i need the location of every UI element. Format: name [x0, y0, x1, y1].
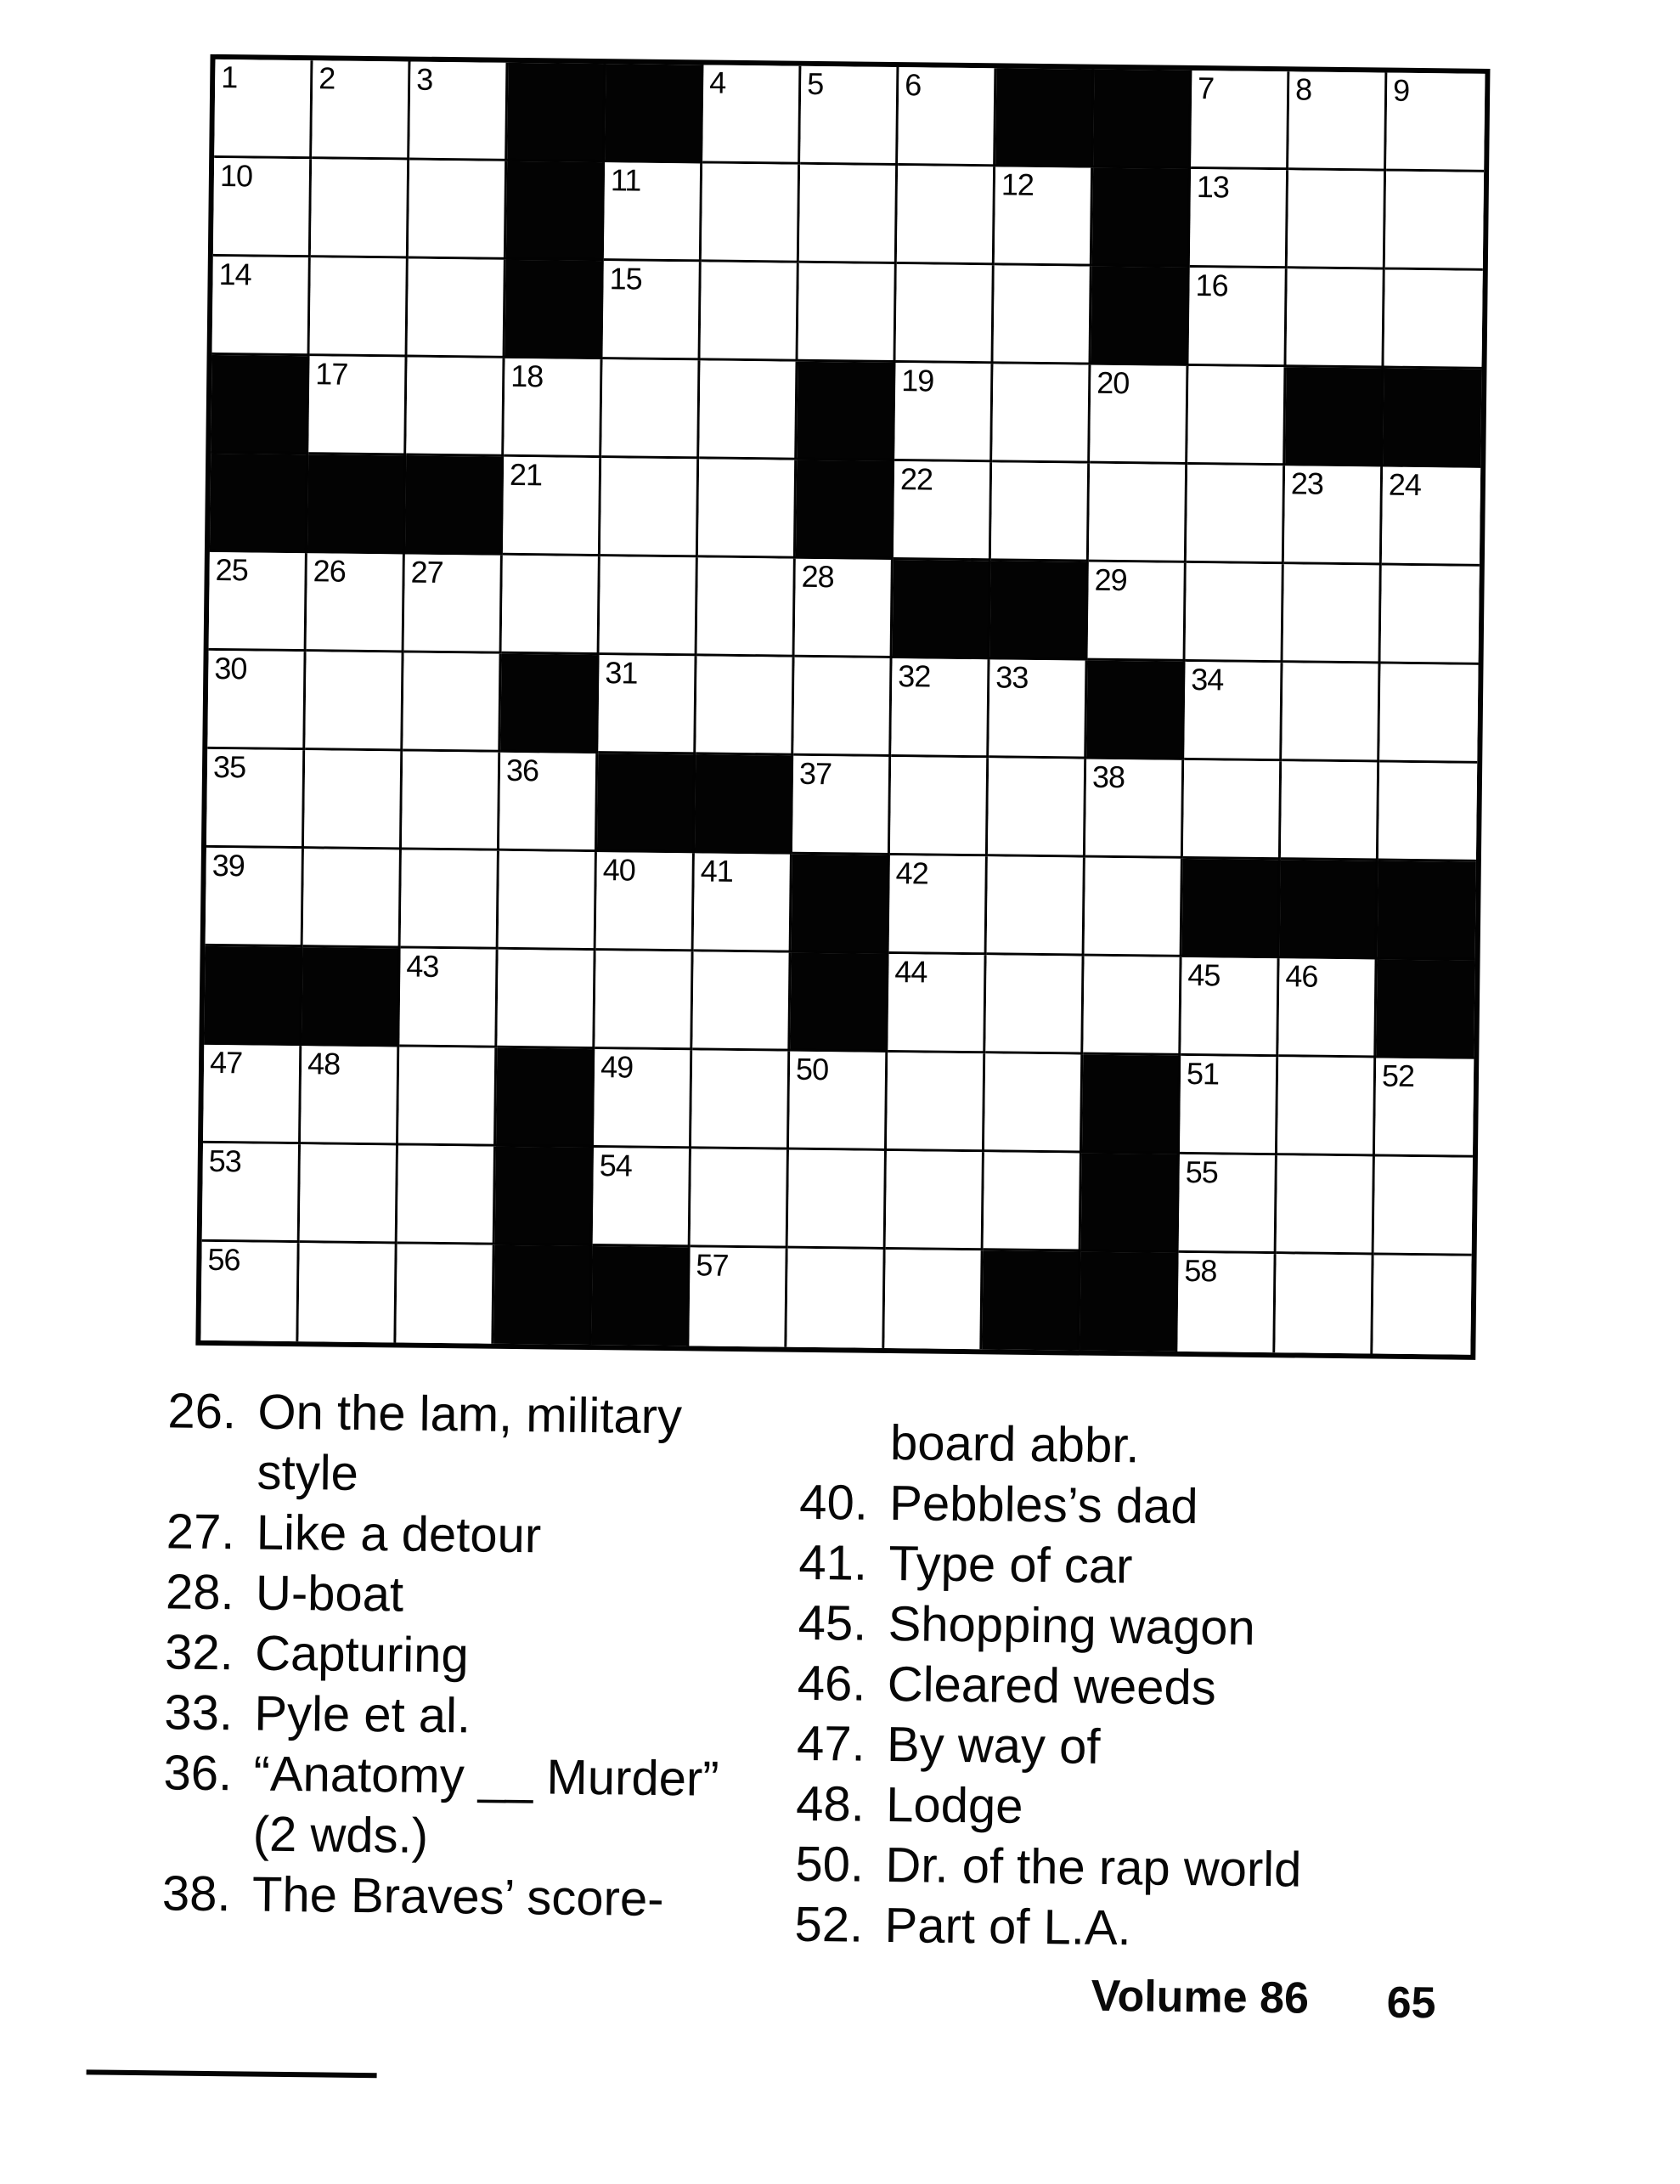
grid-cell [898, 67, 996, 166]
grid-cell-black [893, 560, 991, 659]
grid-cell [992, 364, 1091, 463]
clue-number: 48. [795, 1775, 865, 1832]
grid-cell [300, 1144, 398, 1244]
grid-cell-black [796, 460, 894, 560]
cell-number: 34 [1191, 662, 1224, 697]
grid-cell-black [591, 1246, 690, 1346]
grid-cell [594, 1049, 692, 1148]
cell-number: 29 [1094, 562, 1127, 598]
clue-item [162, 1742, 826, 1871]
grid-cell [788, 1150, 887, 1250]
grid-cell [793, 657, 892, 757]
grid-cell [697, 557, 796, 657]
grid-cell [1277, 1155, 1375, 1255]
page-number: 65 [1386, 1978, 1436, 2029]
clue-text: The Braves’ score- [251, 1866, 664, 1927]
grid-cell-black [307, 454, 406, 554]
grid-cell [894, 461, 992, 561]
grid-cell [1374, 1156, 1473, 1256]
grid-cell [307, 553, 405, 652]
grid-cell [406, 358, 505, 457]
grid-cell [800, 66, 899, 166]
cell-number: 45 [1187, 957, 1221, 993]
grid-cell [701, 262, 799, 361]
cell-number: 5 [806, 65, 824, 102]
cell-number: 55 [1185, 1154, 1219, 1190]
cell-number: 32 [898, 658, 931, 694]
grid-cell [1282, 663, 1380, 762]
grid-cell [502, 556, 600, 655]
cell-number: 6 [904, 67, 922, 103]
grid-cell-black [597, 753, 696, 853]
grid-cell [1275, 1254, 1373, 1353]
grid-cell [699, 360, 798, 460]
grid-cell [1187, 465, 1285, 564]
clue-number: 45. [798, 1594, 867, 1651]
grid-cell-black [695, 754, 793, 854]
grid-cell [213, 158, 312, 257]
grid-cell [984, 1053, 1083, 1153]
grid-cell [1088, 562, 1187, 662]
grid-cell [1283, 564, 1382, 663]
clue-item [166, 1380, 831, 1509]
grid-cell [595, 951, 693, 1050]
grid-cell [988, 758, 1086, 857]
grid-cell [1186, 563, 1284, 663]
grid-cell [499, 851, 597, 951]
cell-number: 35 [212, 748, 246, 785]
grid-cell [897, 166, 995, 265]
cell-number: 37 [798, 755, 832, 792]
cell-number: 2 [319, 60, 335, 96]
grid-cell [987, 856, 1085, 956]
cell-number: 43 [406, 948, 439, 984]
clue-number: 32. [164, 1624, 234, 1681]
grid-cell-black [496, 1048, 595, 1148]
grid-cell [1177, 1253, 1276, 1352]
cell-number: 54 [599, 1148, 633, 1183]
grid-cell [891, 658, 989, 758]
cell-number: 9 [1392, 72, 1410, 108]
grid-cell [308, 356, 407, 455]
grid-cell-black [1082, 1055, 1181, 1154]
cell-number: 21 [509, 456, 543, 493]
grid-cell [1277, 1057, 1376, 1156]
grid-cell [1375, 1058, 1474, 1158]
clue-text: Dr. of the rap world [885, 1837, 1302, 1898]
cell-number: 10 [219, 157, 253, 194]
grid-cell [504, 358, 602, 458]
grid-cell [984, 1152, 1082, 1251]
grid-cell [894, 363, 993, 462]
grid-cell [598, 655, 696, 754]
clue-text: “Anatomy __ Murder” (2 wds.) [252, 1746, 719, 1864]
grid-cell [1190, 169, 1288, 268]
grid-cell-black [1182, 859, 1281, 958]
crossword-grid [195, 54, 1490, 1360]
clue-item [798, 1532, 1462, 1600]
grid-cell [206, 749, 305, 849]
grid-cell-black [1093, 70, 1192, 169]
cell-number: 46 [1285, 958, 1318, 994]
cell-number: 8 [1294, 71, 1312, 107]
grid-cell [301, 1046, 399, 1145]
clue-item [166, 1561, 829, 1629]
grid-cell [989, 659, 1087, 759]
grid-cell [985, 955, 1084, 1054]
clue-number: 40. [798, 1474, 869, 1531]
grid-cell [312, 60, 410, 160]
grid-cell [786, 1249, 885, 1348]
clue-item [800, 1412, 1463, 1480]
clue-text: Part of L.A. [884, 1898, 1132, 1956]
grid-cell [692, 951, 791, 1051]
grid-cell [887, 1052, 985, 1152]
grid-cell [1281, 761, 1379, 861]
cell-number: 40 [602, 852, 635, 888]
grid-cell [503, 457, 601, 556]
grid-cell [694, 853, 792, 952]
clue-text: Pebbles’s dad [888, 1476, 1198, 1535]
grid-cell [1288, 71, 1387, 171]
grid-cell [203, 1045, 302, 1144]
cell-number: 17 [315, 356, 348, 392]
grid-cell-black [506, 161, 605, 261]
clue-number: 27. [166, 1504, 235, 1560]
grid-cell-black [1092, 168, 1191, 268]
cell-number: 20 [1097, 364, 1130, 401]
grid-cell [601, 359, 700, 459]
grid-cell-black [210, 454, 308, 553]
grid-cell [689, 1247, 787, 1346]
grid-cell [403, 652, 501, 752]
clue-number: 50. [795, 1836, 865, 1893]
volume-label: Volume 86 [1091, 1971, 1310, 2023]
grid-cell-black [211, 355, 309, 454]
grid-cell [799, 165, 898, 264]
grid-cell-black [1091, 267, 1189, 366]
grid-cell [1179, 1154, 1277, 1254]
grid-cell [497, 950, 595, 1049]
clue-text: Pyle et al. [254, 1685, 471, 1744]
cell-number: 33 [995, 659, 1029, 695]
cell-number: 24 [1388, 466, 1422, 503]
clue-text: U-boat [255, 1565, 404, 1622]
grid-cell-black [1081, 1154, 1180, 1253]
clue-item [799, 1472, 1463, 1540]
grid-cell [1183, 760, 1282, 860]
grid-cell [1090, 365, 1188, 465]
grid-cell [409, 62, 508, 161]
cell-number: 4 [709, 65, 726, 100]
cell-number: 19 [901, 363, 934, 398]
cell-number: 25 [215, 551, 248, 588]
clue-number: 52. [794, 1896, 864, 1953]
grid-cell [1085, 858, 1183, 957]
grid-cell-black [204, 946, 302, 1046]
grid-cell [206, 848, 304, 947]
grid-cell-black [990, 561, 1089, 660]
grid-cell-black [1086, 661, 1185, 760]
grid-cell [995, 166, 1093, 266]
grid-cell [896, 264, 995, 364]
cell-number: 13 [1196, 169, 1230, 205]
clue-text: Capturing [254, 1625, 470, 1684]
clue-item [164, 1682, 827, 1750]
grid-cell [593, 1148, 691, 1247]
grid-cell [1187, 366, 1286, 466]
grid-cell [304, 750, 403, 849]
clue-text: Type of car [888, 1536, 1133, 1594]
cell-number: 16 [1195, 268, 1228, 303]
cell-number: 56 [207, 1241, 240, 1278]
cell-number: 57 [696, 1247, 729, 1283]
grid-cell-black [1383, 369, 1481, 468]
grid-cell [1188, 268, 1287, 367]
grid-cell [311, 159, 409, 258]
cell-number: 1 [221, 59, 238, 95]
cell-number: 14 [218, 256, 251, 292]
grid-cell [1381, 566, 1480, 665]
grid-cell [702, 163, 800, 262]
cell-number: 42 [895, 855, 928, 891]
clue-number: 47. [796, 1715, 866, 1772]
cell-number: 28 [801, 558, 834, 595]
grid-cell [409, 161, 507, 260]
grid-cell [396, 1244, 494, 1343]
clue-item [797, 1653, 1460, 1721]
grid-cell [698, 459, 797, 558]
grid-cell [214, 59, 313, 159]
grid-cell [1184, 662, 1283, 761]
clue-number: 41. [798, 1534, 868, 1591]
grid-cell [1378, 763, 1477, 862]
grid-cell [202, 1143, 301, 1243]
grid-cell [1085, 759, 1184, 859]
cell-number: 36 [505, 752, 539, 788]
cell-number: 41 [700, 853, 733, 889]
clue-item [166, 1501, 829, 1569]
grid-cell-black [302, 947, 400, 1047]
clue-item [795, 1834, 1458, 1902]
cell-number: 48 [307, 1046, 341, 1081]
clue-item [794, 1894, 1457, 1962]
clue-number: 33. [164, 1685, 234, 1741]
grid-cell [303, 849, 402, 948]
grid-cell [200, 1242, 299, 1341]
clue-item [797, 1713, 1460, 1781]
grid-cell [993, 265, 1091, 364]
cell-number: 47 [209, 1044, 243, 1081]
grid-cell [691, 1050, 790, 1149]
grid-cell [408, 259, 506, 358]
grid-cell [305, 652, 403, 751]
grid-cell-black [1285, 367, 1384, 466]
clue-item [165, 1622, 828, 1690]
grid-cell [890, 757, 989, 856]
grid-cell [1191, 71, 1289, 170]
cell-number: 7 [1197, 71, 1215, 106]
grid-cell-black [1376, 960, 1474, 1059]
cell-number: 53 [208, 1143, 242, 1179]
clue-number: 46. [797, 1655, 866, 1712]
grid-cell-black [1080, 1252, 1178, 1352]
cell-number: 52 [1381, 1058, 1415, 1094]
grid-cell-black [790, 953, 888, 1052]
grid-cell [207, 651, 306, 750]
cell-number: 15 [609, 261, 642, 296]
grid-cell [1386, 73, 1485, 172]
grid-cell [298, 1243, 397, 1342]
clue-item [798, 1593, 1461, 1661]
clue-number: 38. [161, 1865, 232, 1922]
grid-cell-black [1280, 860, 1378, 959]
grid-cell-black [495, 1147, 594, 1246]
clue-item [796, 1774, 1459, 1842]
grid-cell [398, 1047, 497, 1146]
cell-number: 11 [610, 162, 641, 198]
grid-cell [604, 162, 702, 262]
grid-cell [889, 855, 988, 955]
grid-cell-black [493, 1245, 592, 1345]
cell-number: 3 [416, 61, 433, 97]
clue-text: Shopping wagon [888, 1596, 1256, 1656]
grid-cell [399, 948, 498, 1047]
grid-cell [884, 1250, 983, 1349]
grid-cell [499, 753, 598, 852]
cell-number: 38 [1091, 759, 1125, 795]
clues-left-column [162, 1380, 831, 1931]
grid-cell [1384, 270, 1482, 370]
grid-cell [1385, 172, 1484, 271]
grid-cell-black [1378, 861, 1476, 961]
grid-cell [1284, 466, 1383, 565]
cell-number: 50 [795, 1051, 829, 1087]
grid-cell [1083, 957, 1181, 1056]
grid-cell-black [995, 68, 1094, 167]
grid-cell [1181, 957, 1279, 1057]
grid-cell-black [507, 63, 606, 162]
grid-cell [789, 1052, 888, 1151]
cell-number: 51 [1186, 1055, 1220, 1092]
clue-number: 36. [163, 1745, 233, 1802]
cell-number: 27 [410, 554, 443, 590]
fill-in-line [87, 2069, 377, 2078]
grid-cell [1288, 170, 1386, 269]
grid-cell [795, 559, 894, 658]
clue-text: By way of [886, 1717, 1101, 1775]
cell-number: 44 [894, 954, 927, 990]
clue-text: Like a detour [256, 1504, 542, 1564]
grid-cell-black [797, 362, 895, 461]
grid-cell [1379, 664, 1478, 764]
clue-text: Lodge [885, 1777, 1023, 1834]
grid-cell-black [792, 855, 890, 954]
clue-text: On the lam, military style [257, 1384, 683, 1501]
grid-cell-black [500, 654, 599, 753]
cell-number: 31 [605, 655, 638, 691]
cell-number: 49 [600, 1049, 634, 1085]
grid-cell-black [405, 456, 504, 556]
cell-number: 23 [1290, 466, 1324, 501]
grid-cell-black [982, 1250, 1080, 1350]
clue-item [162, 1863, 826, 1931]
grid-cell [991, 462, 1090, 562]
clue-number: 26. [167, 1383, 237, 1440]
grid-cell [600, 556, 698, 656]
grid-cell [1382, 467, 1480, 567]
grid-cell [603, 261, 702, 360]
grid-cell [600, 458, 699, 557]
grid-cell [888, 954, 986, 1053]
cell-number: 22 [899, 461, 933, 497]
grid-cell [792, 756, 891, 855]
grid-cell [886, 1151, 984, 1250]
grid-cell [1373, 1255, 1471, 1354]
grid-cell [696, 656, 794, 755]
cell-number: 58 [1184, 1252, 1217, 1289]
clue-number: 28. [165, 1564, 235, 1621]
cell-number: 30 [214, 650, 247, 686]
grid-cell-black [605, 64, 703, 163]
grid-cell [212, 257, 311, 356]
grid-cell [1278, 958, 1377, 1058]
clue-text: Cleared weeds [887, 1656, 1217, 1716]
grid-cell [1089, 464, 1187, 563]
clues-right-column [794, 1412, 1463, 1962]
cell-number: 39 [211, 847, 245, 883]
cell-number: 26 [313, 553, 346, 589]
cell-number: 18 [510, 358, 544, 394]
grid-cell [1180, 1056, 1278, 1155]
grid-cell [404, 554, 503, 653]
grid-cell [596, 852, 695, 951]
grid-cell [798, 263, 897, 363]
grid-cell [1286, 268, 1384, 368]
grid-cell [691, 1148, 789, 1248]
grid-cell [401, 849, 499, 949]
clue-text: board abbr. [889, 1415, 1140, 1474]
cell-number: 12 [1001, 166, 1034, 202]
grid-cell [402, 751, 500, 850]
grid-cell [397, 1145, 496, 1244]
grid-cell [702, 65, 801, 164]
grid-cell [209, 552, 307, 652]
grid-cell [310, 257, 409, 357]
grid-cell-black [505, 260, 604, 359]
